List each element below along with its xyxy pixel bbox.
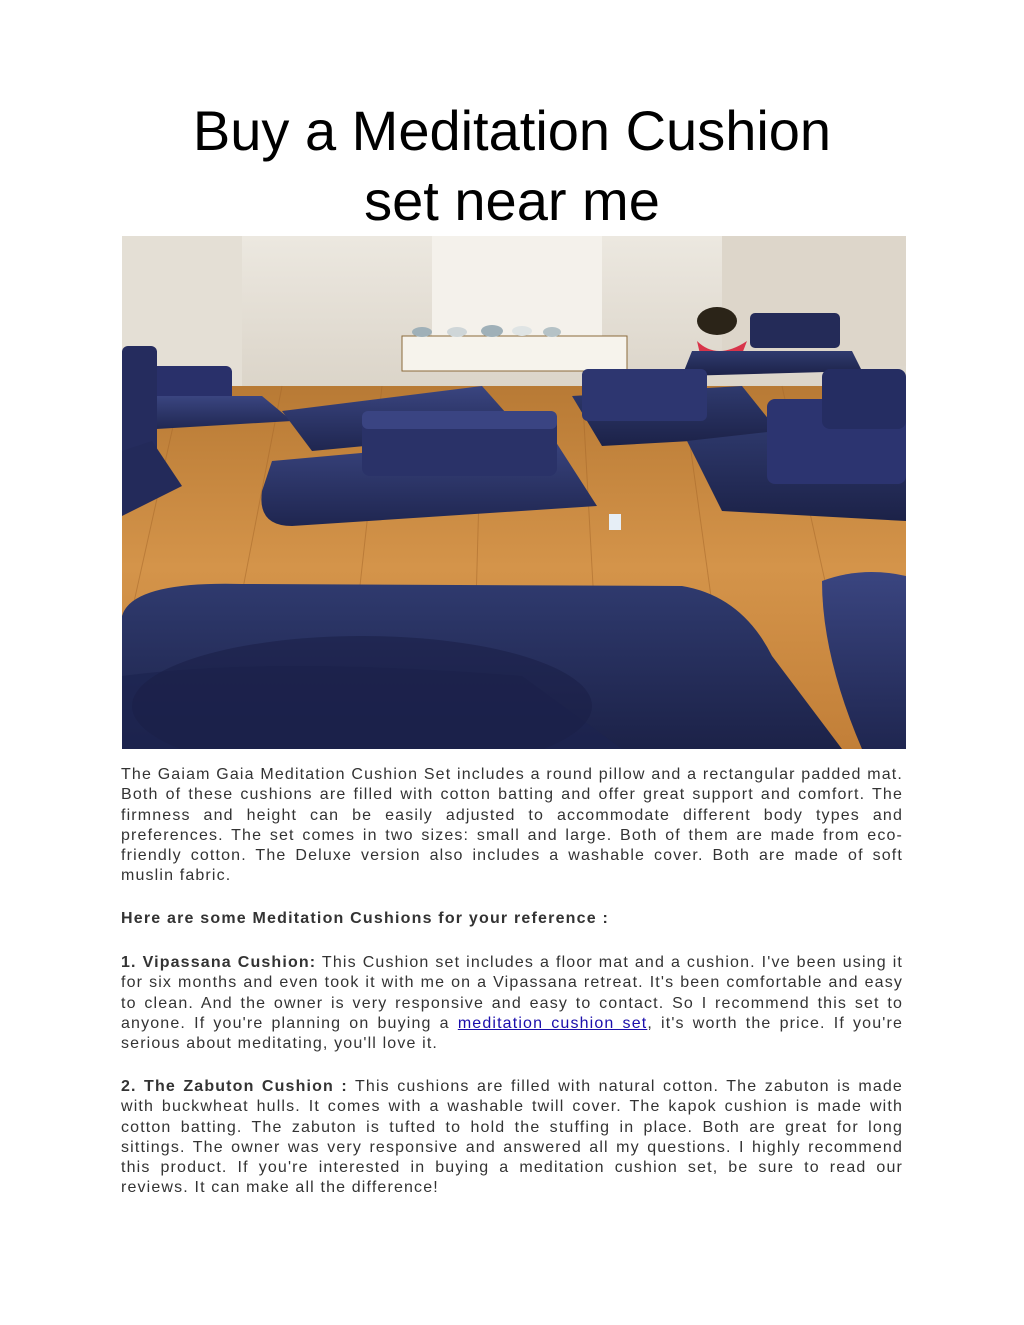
item-zabuton-cushion bbox=[121, 1077, 903, 1199]
item-vipassana-text: This Cushion set includes a floor mat and a cushion. I've been using it for six months and even took it with me on a Vipassana retreat. It's been comfortable and easy to clean. And the owner is very responsive and easy to contact. So I recommend this set to anyone. If you're planning on buying a bbox=[121, 954, 903, 1032]
section-heading: Here are some Meditation Cushions for your reference : bbox=[121, 910, 610, 927]
item-vipassana-cushion bbox=[121, 953, 903, 1054]
item-zabuton-text: This cushions are filled with natural cotton. The zabuton is made with buckwheat hulls. It comes with a washable twill cover. The kapok cushion is made with cotton batting. The zabuton is tufted to hold the stuffing in place. Both are great for long sittings. The owner was very responsive and answered all my questions. I highly recommend this product. If you're interested in buying a meditation cushion set, be sure to read our reviews. It can make all the difference! bbox=[121, 1078, 903, 1197]
item-vipassana-text-end: , it's worth the price. If you're serious about meditating, you'll love it. bbox=[121, 1014, 903, 1053]
page-title-line1: Buy a Meditation Cushion bbox=[192, 99, 832, 162]
intro-paragraph: The Gaiam Gaia Meditation Cushion Set includes a round pillow and a rectangular padded mat. Both of these cushions are filled with cotton batting and offer great support and comfort. The firmness and height can be easily adjusted to accommodate different body types and preferences. The set comes in two sizes: small and large. Both of them are made from eco-friendly cotton. The Deluxe version also includes a washable cover. Both are made of soft muslin fabric. bbox=[121, 766, 903, 885]
item-zabuton-label: 2. The Zabuton Cushion : bbox=[121, 1078, 348, 1095]
item-vipassana-label: 1. Vipassana Cushion: bbox=[121, 954, 317, 971]
meditation-cushion-set-link[interactable]: meditation cushion set bbox=[457, 1014, 648, 1032]
page-title bbox=[0, 96, 1024, 236]
page-title-line2: set near me bbox=[364, 169, 660, 232]
meditation-cushions-photo bbox=[122, 236, 906, 749]
